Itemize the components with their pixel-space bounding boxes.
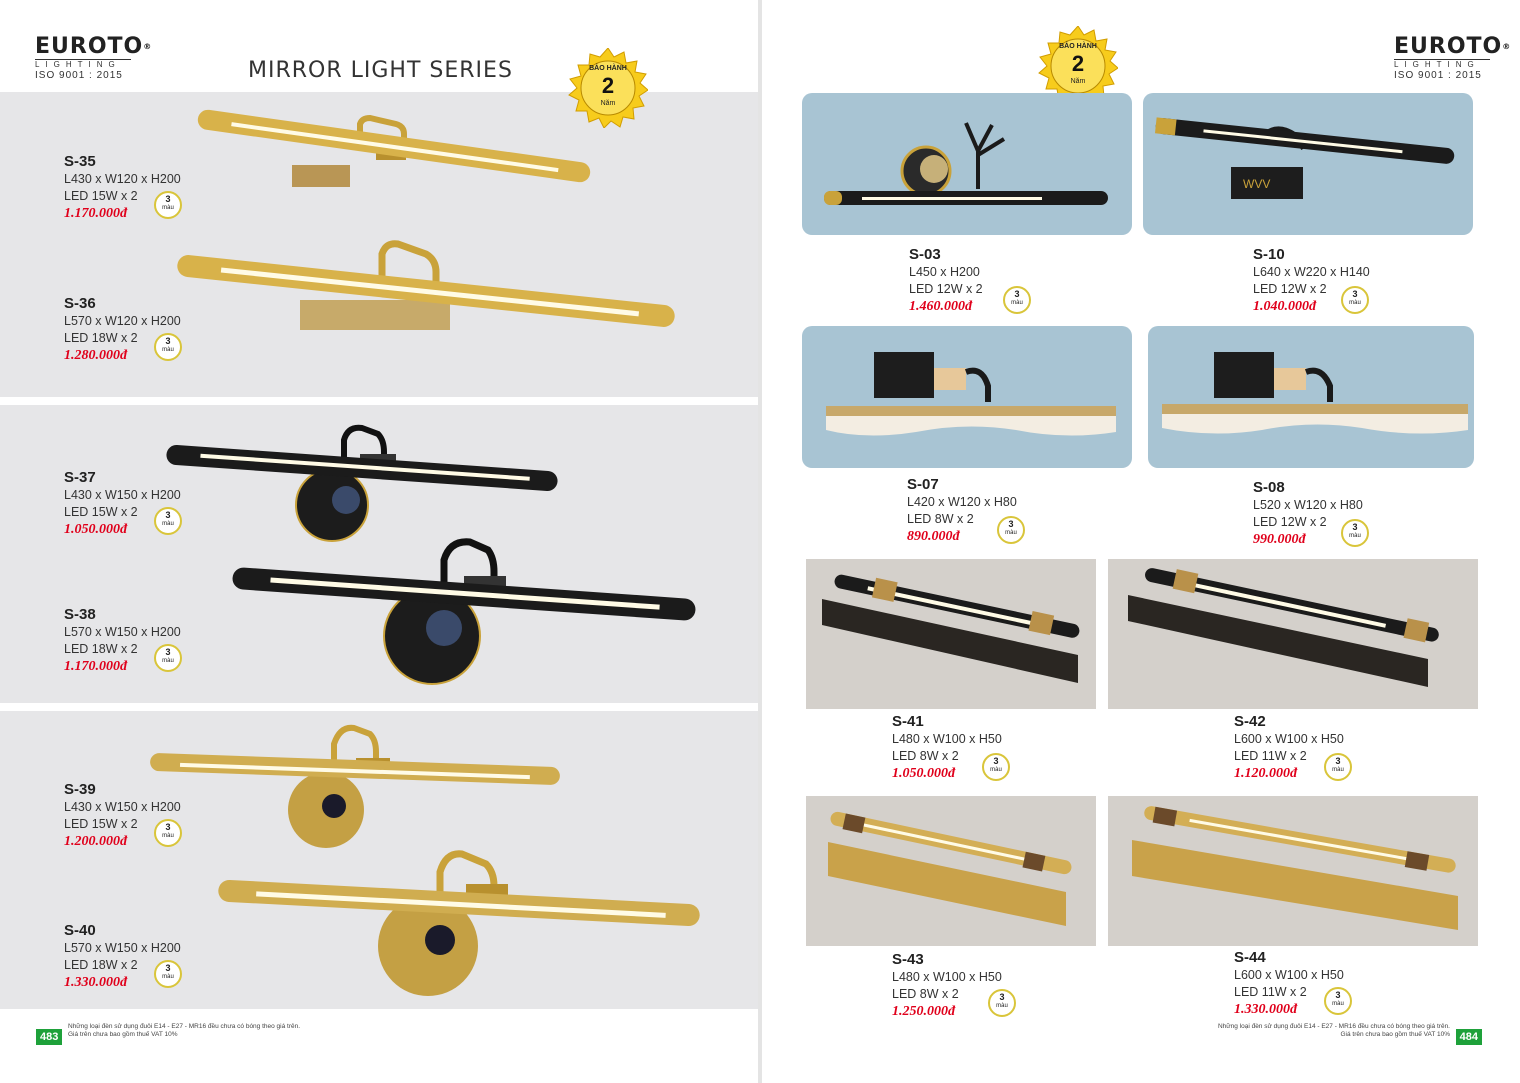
page-footer-note [68, 1023, 300, 1039]
product-s08 [1253, 479, 1423, 549]
mirror-lamp-icon [1108, 796, 1478, 946]
footer-line: Giá trên chưa bao gồm thuế VAT 10% [68, 1031, 178, 1038]
mirror-lamp-icon [218, 854, 700, 996]
product-s39 [64, 781, 234, 851]
product-code: S-10 [1253, 246, 1285, 263]
color-count: 3 [1014, 289, 1020, 299]
color-options-icon [988, 989, 1016, 1017]
product-power: LED 18W x 2 [64, 958, 138, 972]
color-options-icon [1003, 286, 1031, 314]
seal-top-text: BẢO HÀNH [589, 65, 627, 72]
product-price: 1.040.000đ [1253, 299, 1316, 314]
iso-certification: ISO 9001 : 2015 [1394, 70, 1482, 81]
color-count: 3 [165, 647, 171, 657]
product-s07 [907, 476, 1077, 546]
color-options-icon [154, 644, 182, 672]
catalog-page-right [762, 0, 1520, 1083]
product-dimensions: L450 x H200 [909, 265, 980, 279]
color-options-icon [154, 819, 182, 847]
product-s42 [1234, 713, 1404, 783]
product-code: S-37 [64, 469, 96, 486]
product-s40 [64, 922, 234, 992]
color-label: màu [162, 521, 174, 527]
product-price: 1.460.000đ [909, 299, 972, 314]
product-dimensions: L430 x W120 x H200 [64, 172, 181, 186]
product-s10 [1253, 246, 1423, 316]
mirror-lamp-icon [176, 244, 676, 330]
product-price: 1.120.000đ [1234, 766, 1297, 781]
product-s38 [64, 606, 234, 676]
product-dimensions: L600 x W100 x H50 [1234, 968, 1344, 982]
mirror-lamp-icon [802, 93, 1132, 235]
logo-registered: ® [1502, 42, 1512, 51]
color-count: 3 [1008, 519, 1014, 529]
color-options-icon [982, 753, 1010, 781]
logo-brand: EUROTO [35, 34, 144, 59]
product-power: LED 12W x 2 [1253, 282, 1327, 296]
product-code: S-07 [907, 476, 939, 493]
product-dimensions: L600 x W100 x H50 [1234, 732, 1344, 746]
product-code: S-40 [64, 922, 96, 939]
product-power: LED 18W x 2 [64, 331, 138, 345]
product-power: LED 8W x 2 [892, 987, 959, 1001]
logo-subtitle: LIGHTING [35, 59, 131, 70]
product-dimensions: L570 x W150 x H200 [64, 625, 181, 639]
seal-top-text: BẢO HÀNH [1059, 43, 1097, 50]
product-code: S-35 [64, 153, 96, 170]
footer-line: Những loại đèn sử dụng đuôi E14 - E27 - MR16 đều chưa có bóng theo giá trên. [68, 1023, 301, 1030]
color-count: 3 [165, 963, 171, 973]
product-power: LED 12W x 2 [1253, 515, 1327, 529]
mirror-lamp-icon [806, 559, 1096, 709]
product-dimensions: L480 x W100 x H50 [892, 970, 1002, 984]
color-label: màu [162, 658, 174, 664]
color-options-icon [997, 516, 1025, 544]
svg-text:WVV: WVV [1243, 177, 1271, 191]
color-options-icon [1324, 987, 1352, 1015]
product-price: 1.250.000đ [892, 1004, 955, 1019]
color-options-icon [1341, 286, 1369, 314]
product-dimensions: L430 x W150 x H200 [64, 800, 181, 814]
product-code: S-43 [892, 951, 924, 968]
color-label: màu [1011, 300, 1023, 306]
mirror-lamp-icon [232, 542, 696, 684]
product-code: S-39 [64, 781, 96, 798]
color-label: màu [1005, 530, 1017, 536]
color-label: màu [996, 1003, 1008, 1009]
color-count: 3 [1352, 522, 1358, 532]
product-photo-s42 [1108, 559, 1478, 709]
color-label: màu [162, 205, 174, 211]
product-price: 1.330.000đ [1234, 1002, 1297, 1017]
product-s36 [64, 295, 234, 365]
product-code: S-36 [64, 295, 96, 312]
product-photo-s08 [1148, 326, 1474, 468]
product-code: S-03 [909, 246, 941, 263]
seal-bottom-text: Năm [1070, 78, 1086, 85]
product-s44 [1234, 949, 1404, 1019]
color-label: màu [990, 767, 1002, 773]
product-power: LED 15W x 2 [64, 817, 138, 831]
color-label: màu [162, 347, 174, 353]
product-code: S-42 [1234, 713, 1266, 730]
color-count: 3 [999, 992, 1005, 1002]
page-number: 483 [36, 1029, 62, 1045]
product-photo-s41 [806, 559, 1096, 709]
product-price: 990.000đ [1253, 532, 1306, 547]
color-label: màu [162, 974, 174, 980]
product-code: S-41 [892, 713, 924, 730]
brand-logo [1394, 34, 1512, 82]
page-footer-note [1218, 1023, 1450, 1039]
color-options-icon [154, 333, 182, 361]
product-photo-s03 [802, 93, 1132, 235]
product-dimensions: L570 x W120 x H200 [64, 314, 181, 328]
product-price: 1.200.000đ [64, 834, 127, 849]
product-photo-s10 [1143, 93, 1473, 235]
footer-line: Giá trên chưa bao gồm thuế VAT 10% [1340, 1031, 1450, 1038]
mirror-lamp-icon [802, 326, 1132, 468]
product-power: LED 11W x 2 [1234, 985, 1307, 999]
product-code: S-44 [1234, 949, 1266, 966]
product-code: S-08 [1253, 479, 1285, 496]
color-count: 3 [165, 194, 171, 204]
color-label: màu [1332, 767, 1344, 773]
product-price: 890.000đ [907, 529, 960, 544]
seal-bottom-text: Năm [600, 100, 616, 107]
color-count: 3 [165, 336, 171, 346]
series-title: MIRROR LIGHT SERIES [248, 58, 513, 83]
product-power: LED 8W x 2 [892, 749, 959, 763]
product-price: 1.280.000đ [64, 348, 127, 363]
color-count: 3 [1335, 756, 1341, 766]
color-count: 3 [165, 510, 171, 520]
product-photo-s44 [1108, 796, 1478, 946]
product-s35 [64, 153, 234, 223]
color-options-icon [154, 191, 182, 219]
product-power: LED 15W x 2 [64, 505, 138, 519]
color-options-icon [1324, 753, 1352, 781]
mirror-lamp-icon [1148, 326, 1474, 468]
product-dimensions: L640 x W220 x H140 [1253, 265, 1370, 279]
page-number: 484 [1456, 1029, 1482, 1045]
product-s41 [892, 713, 1062, 783]
mirror-lamp-icon [197, 109, 592, 187]
catalog-page-left [0, 0, 758, 1083]
logo-subtitle: LIGHTING [1394, 59, 1490, 70]
product-dimensions: L570 x W150 x H200 [64, 941, 181, 955]
product-photo-s43 [806, 796, 1096, 946]
product-dimensions: L430 x W150 x H200 [64, 488, 181, 502]
product-price: 1.050.000đ [64, 522, 127, 537]
product-photo-s07 [802, 326, 1132, 468]
logo-brand: EUROTO [1394, 34, 1503, 59]
product-s37 [64, 469, 234, 539]
product-price: 1.050.000đ [892, 766, 955, 781]
color-options-icon [1341, 519, 1369, 547]
logo-registered: ® [143, 42, 153, 51]
product-dimensions: L520 x W120 x H80 [1253, 498, 1363, 512]
product-power: LED 18W x 2 [64, 642, 138, 656]
color-count: 3 [993, 756, 999, 766]
mirror-lamp-icon [806, 796, 1096, 946]
color-count: 3 [1352, 289, 1358, 299]
product-s03 [909, 246, 1079, 316]
product-dimensions: L420 x W120 x H80 [907, 495, 1017, 509]
color-options-icon [154, 960, 182, 988]
product-dimensions: L480 x W100 x H50 [892, 732, 1002, 746]
product-price: 1.330.000đ [64, 975, 127, 990]
color-label: màu [1332, 1001, 1344, 1007]
product-power: LED 11W x 2 [1234, 749, 1307, 763]
mirror-lamp-icon [1143, 93, 1473, 235]
mirror-lamp-icon [1108, 559, 1478, 709]
product-power: LED 8W x 2 [907, 512, 974, 526]
product-price: 1.170.000đ [64, 659, 127, 674]
product-code: S-38 [64, 606, 96, 623]
color-label: màu [1349, 300, 1361, 306]
seal-number: 2 [1071, 51, 1085, 76]
product-s43 [892, 951, 1062, 1021]
color-options-icon [154, 507, 182, 535]
product-power: LED 12W x 2 [909, 282, 983, 296]
seal-number: 2 [601, 73, 615, 98]
color-count: 3 [1335, 990, 1341, 1000]
product-power: LED 15W x 2 [64, 189, 138, 203]
product-price: 1.170.000đ [64, 206, 127, 221]
color-label: màu [1349, 533, 1361, 539]
color-count: 3 [165, 822, 171, 832]
color-label: màu [162, 833, 174, 839]
iso-certification: ISO 9001 : 2015 [35, 70, 123, 81]
footer-line: Những loại đèn sử dụng đuôi E14 - E27 - MR16 đều chưa có bóng theo giá trên. [1217, 1023, 1450, 1030]
